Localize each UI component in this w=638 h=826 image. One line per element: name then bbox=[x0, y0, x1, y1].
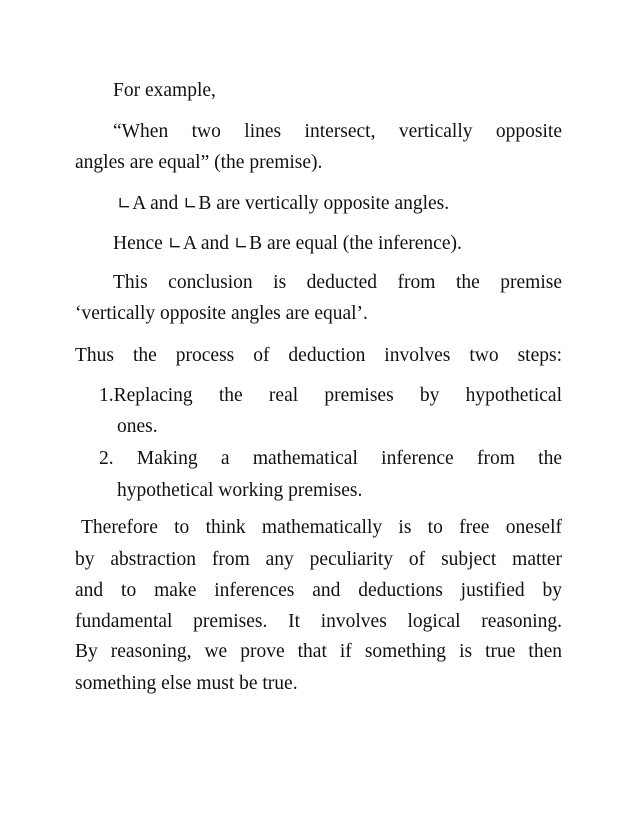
step-1-line-2: ones. bbox=[117, 416, 158, 437]
premise-quote-line-1: “When two lines intersect, vertically opposite bbox=[113, 121, 562, 142]
step-2-line-1: 2. Making a mathematical inference from the bbox=[99, 448, 562, 469]
angle-b-text: B are vertically opposite angles. bbox=[198, 193, 450, 214]
step-2-line-2: hypothetical working premises. bbox=[117, 480, 363, 501]
angle-b-icon: ∟ bbox=[183, 194, 198, 214]
hence-prefix: Hence bbox=[113, 233, 168, 254]
hence-a-text: A and bbox=[182, 233, 234, 254]
for-example-text: For example, bbox=[113, 80, 216, 101]
angles-statement bbox=[117, 193, 449, 215]
premise-quote-line-2: angles are equal” (the premise). bbox=[75, 152, 323, 173]
paragraph-line-2: by abstraction from any peculiarity of subject matter bbox=[75, 549, 562, 570]
angle-a-text: A and bbox=[132, 193, 184, 214]
paragraph-line-3: and to make inferences and deductions justified by bbox=[75, 580, 562, 601]
thus-statement: Thus the process of deduction involves two steps: bbox=[75, 345, 562, 366]
angle-a-icon: ∟ bbox=[117, 194, 132, 214]
angle-b-icon: ∟ bbox=[233, 234, 249, 254]
conclusion-line-2: ‘vertically opposite angles are equal’. bbox=[75, 303, 368, 324]
step-1-line-1: 1.Replacing the real premises by hypothetical bbox=[99, 385, 562, 406]
hence-statement bbox=[113, 233, 462, 255]
paragraph-line-1: Therefore to think mathematically is to free oneself bbox=[81, 517, 562, 538]
paragraph-line-5: By reasoning, we prove that if something is true then bbox=[75, 641, 562, 662]
conclusion-line-1: This conclusion is deducted from the premise bbox=[113, 272, 562, 293]
paragraph-line-6: something else must be true. bbox=[75, 673, 298, 694]
hence-b-text: B are equal (the inference). bbox=[249, 233, 462, 254]
angle-a-icon: ∟ bbox=[167, 234, 182, 254]
paragraph-line-4: fundamental premises. It involves logical reasoning. bbox=[75, 611, 562, 632]
